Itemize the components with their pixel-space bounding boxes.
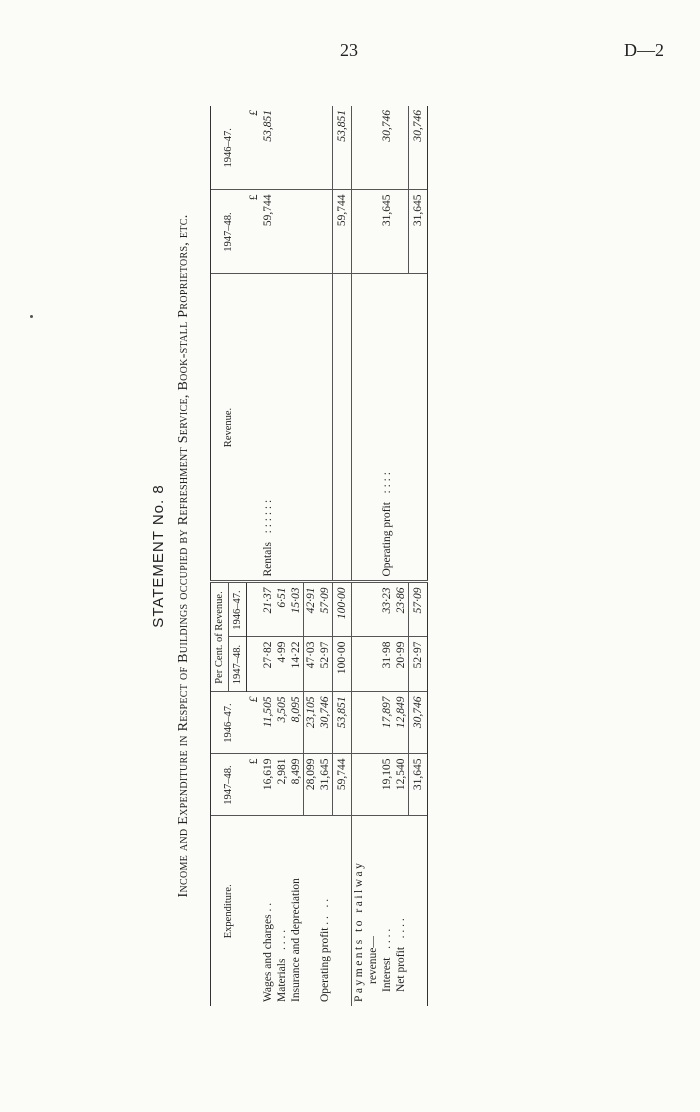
percent-cell: 52·97	[318, 637, 333, 692]
revenue-row-label	[261, 274, 275, 582]
percent-cell: 31·98	[380, 637, 394, 692]
value-cell: 31,645	[318, 754, 333, 816]
percent-cell: 14·22	[289, 637, 304, 692]
dot-leader: : : : : : :	[261, 499, 274, 534]
payments-heading-cont: revenue—	[366, 936, 379, 984]
col-header-expenditure: Expenditure.	[211, 816, 247, 1006]
payment-row-label	[394, 816, 409, 1006]
value-cell: 31,645	[380, 190, 394, 274]
total-cell: 30,746	[408, 692, 427, 754]
statement-title: STATEMENT No. 8	[150, 484, 167, 628]
value-cell: 16,619	[261, 754, 275, 816]
dot-leader: . . . .	[380, 928, 393, 949]
dot-leader: . .	[318, 898, 331, 908]
row-label: Interest	[380, 957, 393, 992]
speck-mark	[30, 315, 33, 318]
value-cell: 30,746	[318, 692, 333, 754]
value-cell: 53,851	[261, 106, 275, 190]
total-cell: 31,645	[408, 754, 427, 816]
value-cell: 8,499	[289, 754, 304, 816]
currency-symbol: £	[247, 692, 261, 754]
row-label: Materials	[275, 958, 288, 1002]
currency-symbol: £	[247, 754, 261, 816]
value-cell: 19,105	[380, 754, 394, 816]
total-percent: 52·97	[408, 637, 427, 692]
percent-cell: 6·51	[275, 582, 289, 637]
col-header-per-cent: Per Cent. of Revenue.	[211, 582, 229, 692]
subtotal-cell: 28,099	[303, 754, 318, 816]
col-header-pc-1946-47: 1946–47.	[229, 582, 247, 637]
value-cell: 30,746	[380, 106, 394, 190]
revenue-row-label	[380, 274, 394, 582]
expenditure-row-label	[261, 816, 275, 1006]
percent-cell: 27·82	[261, 637, 275, 692]
total-cell: 31,645	[408, 190, 427, 274]
rotated-statement	[150, 56, 550, 1056]
total-percent: 57·09	[408, 582, 427, 637]
col-header-revenue: Revenue.	[211, 274, 247, 582]
row-label: Operating profit	[380, 502, 393, 577]
value-cell: 59,744	[261, 190, 275, 274]
col-header-pc-1947-48: 1947–48.	[229, 637, 247, 692]
expenditure-row-label	[289, 816, 304, 1006]
expenditure-row-label	[275, 816, 289, 1006]
payment-row-label	[380, 816, 394, 1006]
percent-cell: 4·99	[275, 637, 289, 692]
row-label: Wages and charges	[261, 914, 274, 1002]
value-cell: 12,540	[394, 754, 409, 816]
dot-leader: . . . .	[275, 929, 288, 950]
value-cell: 11,505	[261, 692, 275, 754]
row-label: Operating profit . .	[318, 916, 331, 1002]
total-cell: 59,744	[332, 190, 351, 274]
total-cell: 53,851	[332, 692, 351, 754]
row-label: Rentals	[261, 542, 274, 577]
col-header-rev-1946-47: 1946–47.	[211, 106, 247, 190]
statement-subtitle: Income and Expenditure in Respect of Buildings occupied by Refreshment Service, Book-stall Proprietors, etc.	[176, 214, 191, 898]
value-cell: 12,849	[394, 692, 409, 754]
income-expenditure-table	[210, 106, 428, 1006]
dot-leader: : : : :	[380, 472, 393, 494]
operating-profit-label	[318, 816, 333, 1006]
percent-cell: 20·99	[394, 637, 409, 692]
total-cell: 53,851	[332, 106, 351, 190]
total-percent: 100·00	[332, 637, 351, 692]
col-header-rev-1947-48: 1947–48.	[211, 190, 247, 274]
currency-symbol: £	[247, 106, 261, 190]
total-percent: 100·00	[332, 582, 351, 637]
percent-cell: 57·09	[318, 582, 333, 637]
dot-leader: . .	[261, 902, 274, 912]
percent-cell: 15·03	[289, 582, 304, 637]
total-cell: 30,746	[408, 106, 427, 190]
value-cell: 2,981	[275, 754, 289, 816]
row-label: Insurance and depreciation	[289, 878, 302, 1002]
page-number: 23	[340, 40, 358, 60]
subtotal-percent: 47·03	[303, 637, 318, 692]
value-cell: 3,505	[275, 692, 289, 754]
col-header-1946-47: 1946–47.	[211, 692, 247, 754]
percent-cell: 21·37	[261, 582, 275, 637]
subtotal-percent: 42·91	[303, 582, 318, 637]
total-cell: 59,744	[332, 754, 351, 816]
document-reference: D—2	[624, 40, 664, 60]
dot-leader: . . . .	[394, 918, 407, 939]
payments-heading: Payments to railway	[351, 816, 366, 1006]
currency-symbol: £	[247, 190, 261, 274]
percent-cell: 23·86	[394, 582, 409, 637]
row-label: Net profit	[394, 946, 407, 992]
value-cell: 17,897	[380, 692, 394, 754]
col-header-1947-48: 1947–48.	[211, 754, 247, 816]
value-cell: 8,095	[289, 692, 304, 754]
subtotal-cell: 23,105	[303, 692, 318, 754]
percent-cell: 33·23	[380, 582, 394, 637]
